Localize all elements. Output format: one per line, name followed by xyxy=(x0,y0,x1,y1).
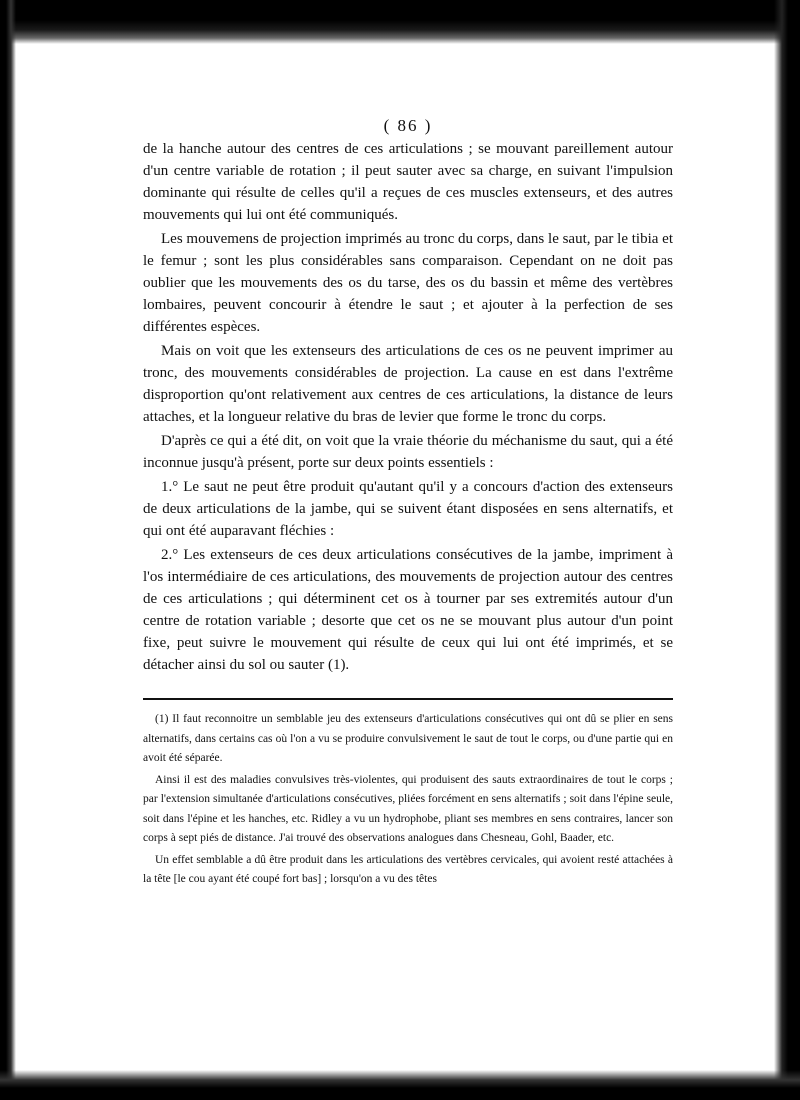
body-paragraph: D'après ce qui a été dit, on voit que la vraie théorie du méchanisme du saut, qui a été inconnue jusqu'à présent, porte sur deux points essentiels : xyxy=(143,433,673,471)
book-page xyxy=(143,116,673,890)
numbered-point-1: 1.° Le saut ne peut être produit qu'autant qu'il y a concours d'action des extenseurs de deux articulations de la jambe, qui se suivent étant disposées en sens alternatifs, et qui ont été auparavant fléchies : xyxy=(143,479,673,539)
footnotes xyxy=(143,710,673,890)
footnote-paragraph: (1) Il faut reconnoitre un semblable jeu des extenseurs d'articulations consécutives qui ont dû se plier en sens alternatifs, dans certains cas où l'on a vu se produire convulsivement le saut de tout le corps, ou d'une partie qui en avoit été séparée. xyxy=(143,713,673,764)
body-paragraph-continued: de la hanche autour des centres de ces articulations ; se mouvant pareillement autour d'un centre variable de rotation ; il peut sauter avec sa charge, en suivant l'impulsion dominante qui résulte de celles qu'il a reçues de ces muscles extenseurs, et des autres mouvements qui lui ont été communiqués. xyxy=(143,141,673,223)
scan-border-left xyxy=(0,0,16,1100)
body-paragraph: Mais on voit que les extenseurs des articulations de ces os ne peuvent imprimer au tronc, des mouvements considérables de projection. La cause en est dans l'extrême disproportion qu'ont relativement aux centres de ces articulations, la distance de leurs attaches, et la longueur relative du bras de levier que forme le tronc du corps. xyxy=(143,343,673,425)
footnote-divider xyxy=(143,698,673,700)
footnote-paragraph: Ainsi il est des maladies convulsives très-violentes, qui produisent des sauts extraordinaires de tout le corps ; par l'extension simultanée d'articulations consécutives, pliées forcément en sens alternatifs ; soit dans l'épine seule, soit dans l'épine et les hanches, etc. Ridley a vu un hydrophobe, pliant ses membres en sens contraires, lancer son corps à sept piés de distance. J'ai trouvé des observations analogues dans Chesneau, Gohl, Baader, etc. xyxy=(143,773,673,844)
scan-border-bottom xyxy=(0,1070,800,1100)
scan-border-right xyxy=(774,0,800,1100)
footnote-paragraph: Un effet semblable a dû être produit dans les articulations des vertèbres cervicales, qui avoient resté attachées à la tête [le cou ayant été coupé fort bas] ; lorsqu'on a vu des têtes xyxy=(143,853,673,885)
scan-border-top xyxy=(0,0,800,44)
numbered-point-2: 2.° Les extenseurs de ces deux articulations consécutives de la jambe, impriment à l'os intermédiaire de ces articulations, des mouvements de projection autour des centres de ces articulations ; qui déterminent cet os à tourner par ses extremités autour d'un centre de rotation variable ; desorte que cet os ne se mouvant plus autour d'un point fixe, peut suivre le mouvement qui résulte de ceux qui lui ont été imprimés, et se détacher ainsi du sol ou sauter (1). xyxy=(143,547,673,673)
page-number: ( 86 ) xyxy=(383,116,433,135)
main-text xyxy=(143,138,673,676)
body-paragraph: Les mouvemens de projection imprimés au tronc du corps, dans le saut, par le tibia et le femur ; sont les plus considérables sans comparaison. Cependant on ne doit pas oublier que les mouvements des os du tarse, des os du bassin et même des vertèbres lombaires, peuvent concourir à étendre le saut ; et ajouter à la perfection de ses différentes espèces. xyxy=(143,231,673,335)
